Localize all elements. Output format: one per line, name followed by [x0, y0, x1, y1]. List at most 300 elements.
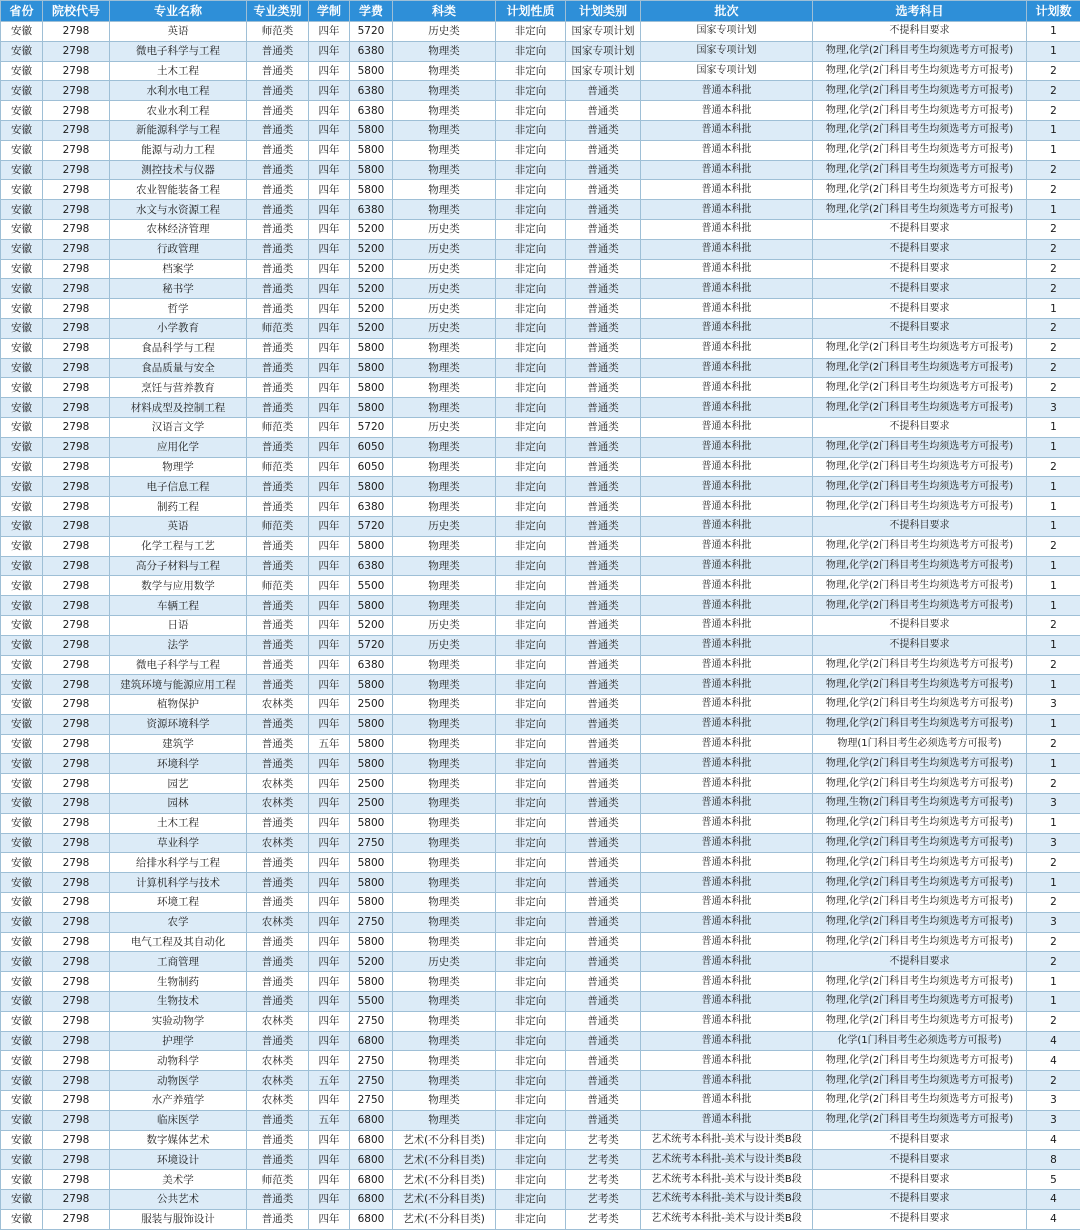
cell-tuition: 5200: [350, 279, 393, 299]
cell-plan-nature: 非定向: [496, 853, 566, 873]
cell-province: 安徽: [1, 992, 43, 1012]
cell-duration: 四年: [309, 675, 350, 695]
cell-major-name: 电子信息工程: [110, 477, 247, 497]
cell-subject-category: 艺术(不分科目类): [393, 1209, 496, 1229]
cell-tuition: 6800: [350, 1031, 393, 1051]
cell-plan-type: 普通类: [566, 219, 641, 239]
cell-tuition: 2500: [350, 695, 393, 715]
cell-subject-category: 物理类: [393, 1011, 496, 1031]
cell-batch: 艺术统考本科批-美术与设计类B段: [641, 1170, 813, 1190]
cell-plan-count: 1: [1027, 477, 1080, 497]
cell-duration: 四年: [309, 596, 350, 616]
cell-plan-nature: 非定向: [496, 695, 566, 715]
cell-plan-type: 艺考类: [566, 1170, 641, 1190]
table-row: [1, 180, 1080, 200]
cell-province: 安徽: [1, 536, 43, 556]
table-row: [1, 1110, 1080, 1130]
cell-school-code: 2798: [43, 61, 110, 81]
cell-major-name: 档案学: [110, 259, 247, 279]
cell-major-category: 普通类: [247, 358, 309, 378]
column-header-subject-category: 科类: [393, 1, 496, 22]
cell-subject-category: 历史类: [393, 219, 496, 239]
cell-plan-type: 普通类: [566, 932, 641, 952]
cell-plan-type: 普通类: [566, 893, 641, 913]
cell-tuition: 6380: [350, 101, 393, 121]
cell-plan-type: 国家专项计划: [566, 61, 641, 81]
cell-plan-type: 普通类: [566, 1051, 641, 1071]
cell-plan-type: 普通类: [566, 873, 641, 893]
cell-plan-count: 3: [1027, 912, 1080, 932]
cell-tuition: 5800: [350, 714, 393, 734]
cell-plan-count: 3: [1027, 1110, 1080, 1130]
cell-major-category: 师范类: [247, 516, 309, 536]
cell-subject-category: 物理类: [393, 912, 496, 932]
cell-required-subjects: 不提科目要求: [813, 635, 1027, 655]
table-row: [1, 853, 1080, 873]
table-row: [1, 239, 1080, 259]
cell-batch: 普通本科批: [641, 1091, 813, 1111]
cell-major-category: 普通类: [247, 1130, 309, 1150]
cell-major-name: 数学与应用数学: [110, 576, 247, 596]
cell-subject-category: 物理类: [393, 536, 496, 556]
cell-major-name: 环境工程: [110, 893, 247, 913]
cell-subject-category: 历史类: [393, 635, 496, 655]
cell-plan-count: 1: [1027, 437, 1080, 457]
cell-batch: 普通本科批: [641, 635, 813, 655]
cell-batch: 普通本科批: [641, 992, 813, 1012]
cell-major-category: 普通类: [247, 853, 309, 873]
cell-subject-category: 物理类: [393, 932, 496, 952]
cell-tuition: 5800: [350, 932, 393, 952]
cell-subject-category: 物理类: [393, 992, 496, 1012]
cell-major-category: 普通类: [247, 536, 309, 556]
cell-subject-category: 物理类: [393, 873, 496, 893]
cell-province: 安徽: [1, 912, 43, 932]
table-row: [1, 259, 1080, 279]
cell-major-name: 高分子材料与工程: [110, 556, 247, 576]
table-row: [1, 477, 1080, 497]
cell-school-code: 2798: [43, 833, 110, 853]
cell-batch: 普通本科批: [641, 477, 813, 497]
cell-batch: 普通本科批: [641, 1031, 813, 1051]
cell-subject-category: 物理类: [393, 200, 496, 220]
cell-subject-category: 物理类: [393, 675, 496, 695]
cell-tuition: 5720: [350, 516, 393, 536]
cell-province: 安徽: [1, 734, 43, 754]
cell-required-subjects: 物理,化学(2门科目考生均须选考方可报考): [813, 1091, 1027, 1111]
table-row: [1, 774, 1080, 794]
cell-school-code: 2798: [43, 338, 110, 358]
cell-duration: 五年: [309, 1110, 350, 1130]
cell-plan-type: 普通类: [566, 794, 641, 814]
cell-plan-type: 艺考类: [566, 1190, 641, 1210]
cell-major-name: 水产养殖学: [110, 1091, 247, 1111]
cell-subject-category: 物理类: [393, 120, 496, 140]
cell-subject-category: 历史类: [393, 318, 496, 338]
cell-major-name: 微电子科学与工程: [110, 41, 247, 61]
cell-batch: 普通本科批: [641, 932, 813, 952]
cell-plan-type: 艺考类: [566, 1150, 641, 1170]
cell-plan-type: 国家专项计划: [566, 22, 641, 42]
cell-plan-count: 3: [1027, 833, 1080, 853]
cell-major-category: 普通类: [247, 437, 309, 457]
cell-province: 安徽: [1, 81, 43, 101]
cell-plan-count: 1: [1027, 120, 1080, 140]
cell-major-name: 服装与服饰设计: [110, 1209, 247, 1229]
cell-required-subjects: 物理,化学(2门科目考生均须选考方可报考): [813, 61, 1027, 81]
cell-major-name: 环境科学: [110, 754, 247, 774]
cell-school-code: 2798: [43, 655, 110, 675]
cell-major-category: 师范类: [247, 22, 309, 42]
cell-plan-count: 2: [1027, 893, 1080, 913]
cell-batch: 普通本科批: [641, 239, 813, 259]
cell-major-name: 生物技术: [110, 992, 247, 1012]
cell-subject-category: 历史类: [393, 259, 496, 279]
cell-major-category: 师范类: [247, 417, 309, 437]
table-row: [1, 1011, 1080, 1031]
cell-subject-category: 物理类: [393, 160, 496, 180]
cell-batch: 普通本科批: [641, 398, 813, 418]
cell-major-category: 普通类: [247, 180, 309, 200]
cell-major-category: 普通类: [247, 992, 309, 1012]
cell-required-subjects: 物理,化学(2门科目考生均须选考方可报考): [813, 556, 1027, 576]
cell-plan-count: 2: [1027, 338, 1080, 358]
cell-major-category: 普通类: [247, 239, 309, 259]
cell-batch: 普通本科批: [641, 437, 813, 457]
cell-tuition: 5200: [350, 239, 393, 259]
table-row: [1, 358, 1080, 378]
cell-subject-category: 物理类: [393, 358, 496, 378]
table-row: [1, 952, 1080, 972]
cell-province: 安徽: [1, 1130, 43, 1150]
cell-province: 安徽: [1, 1110, 43, 1130]
cell-tuition: 5200: [350, 299, 393, 319]
table-row: [1, 1071, 1080, 1091]
cell-required-subjects: 物理(1门科目考生必须选考方可报考): [813, 734, 1027, 754]
cell-tuition: 6800: [350, 1130, 393, 1150]
cell-province: 安徽: [1, 853, 43, 873]
cell-plan-nature: 非定向: [496, 714, 566, 734]
cell-plan-count: 1: [1027, 200, 1080, 220]
cell-subject-category: 物理类: [393, 556, 496, 576]
table-row: [1, 912, 1080, 932]
cell-tuition: 2750: [350, 1071, 393, 1091]
table-row: [1, 615, 1080, 635]
cell-batch: 普通本科批: [641, 873, 813, 893]
cell-plan-nature: 非定向: [496, 219, 566, 239]
cell-plan-type: 普通类: [566, 378, 641, 398]
cell-plan-type: 普通类: [566, 853, 641, 873]
column-header-school-code: 院校代号: [43, 1, 110, 22]
cell-province: 安徽: [1, 695, 43, 715]
cell-plan-nature: 非定向: [496, 635, 566, 655]
cell-major-category: 普通类: [247, 140, 309, 160]
cell-plan-count: 2: [1027, 378, 1080, 398]
cell-plan-count: 1: [1027, 556, 1080, 576]
cell-major-category: 普通类: [247, 556, 309, 576]
cell-province: 安徽: [1, 714, 43, 734]
cell-province: 安徽: [1, 22, 43, 42]
cell-plan-type: 普通类: [566, 556, 641, 576]
cell-duration: 四年: [309, 516, 350, 536]
cell-province: 安徽: [1, 1011, 43, 1031]
cell-tuition: 6800: [350, 1170, 393, 1190]
cell-school-code: 2798: [43, 675, 110, 695]
cell-duration: 四年: [309, 1011, 350, 1031]
cell-required-subjects: 物理,生物(2门科目考生均须选考方可报考): [813, 794, 1027, 814]
table-row: [1, 279, 1080, 299]
cell-school-code: 2798: [43, 457, 110, 477]
cell-plan-count: 4: [1027, 1190, 1080, 1210]
cell-duration: 四年: [309, 853, 350, 873]
cell-required-subjects: 物理,化学(2门科目考生均须选考方可报考): [813, 358, 1027, 378]
cell-plan-type: 普通类: [566, 952, 641, 972]
cell-province: 安徽: [1, 477, 43, 497]
cell-province: 安徽: [1, 140, 43, 160]
cell-school-code: 2798: [43, 813, 110, 833]
cell-batch: 艺术统考本科批-美术与设计类B段: [641, 1190, 813, 1210]
cell-school-code: 2798: [43, 576, 110, 596]
cell-province: 安徽: [1, 833, 43, 853]
cell-plan-type: 普通类: [566, 160, 641, 180]
cell-tuition: 5800: [350, 873, 393, 893]
cell-subject-category: 物理类: [393, 833, 496, 853]
cell-duration: 四年: [309, 695, 350, 715]
cell-batch: 普通本科批: [641, 833, 813, 853]
cell-duration: 四年: [309, 615, 350, 635]
cell-province: 安徽: [1, 893, 43, 913]
cell-major-category: 普通类: [247, 615, 309, 635]
cell-plan-count: 2: [1027, 536, 1080, 556]
cell-plan-nature: 非定向: [496, 358, 566, 378]
cell-required-subjects: 不提科目要求: [813, 1190, 1027, 1210]
table-row: [1, 1190, 1080, 1210]
cell-school-code: 2798: [43, 1130, 110, 1150]
cell-major-category: 农林类: [247, 1071, 309, 1091]
cell-plan-nature: 非定向: [496, 299, 566, 319]
cell-tuition: 2750: [350, 833, 393, 853]
cell-plan-type: 国家专项计划: [566, 41, 641, 61]
cell-school-code: 2798: [43, 140, 110, 160]
cell-tuition: 5800: [350, 398, 393, 418]
table-row: [1, 120, 1080, 140]
cell-plan-nature: 非定向: [496, 893, 566, 913]
cell-required-subjects: 物理,化学(2门科目考生均须选考方可报考): [813, 1110, 1027, 1130]
cell-plan-nature: 非定向: [496, 259, 566, 279]
cell-major-category: 普通类: [247, 279, 309, 299]
cell-duration: 四年: [309, 556, 350, 576]
cell-major-name: 计算机科学与技术: [110, 873, 247, 893]
cell-duration: 四年: [309, 912, 350, 932]
cell-major-category: 农林类: [247, 794, 309, 814]
cell-province: 安徽: [1, 1071, 43, 1091]
cell-tuition: 5200: [350, 615, 393, 635]
cell-required-subjects: 不提科目要求: [813, 1150, 1027, 1170]
cell-major-name: 植物保护: [110, 695, 247, 715]
cell-subject-category: 物理类: [393, 893, 496, 913]
cell-batch: 普通本科批: [641, 259, 813, 279]
cell-required-subjects: 不提科目要求: [813, 279, 1027, 299]
cell-duration: 四年: [309, 873, 350, 893]
cell-batch: 普通本科批: [641, 774, 813, 794]
cell-major-name: 新能源科学与工程: [110, 120, 247, 140]
cell-major-category: 普通类: [247, 219, 309, 239]
table-row: [1, 1209, 1080, 1229]
cell-province: 安徽: [1, 1091, 43, 1111]
cell-province: 安徽: [1, 378, 43, 398]
cell-required-subjects: 不提科目要求: [813, 615, 1027, 635]
table-row: [1, 893, 1080, 913]
cell-plan-nature: 非定向: [496, 120, 566, 140]
cell-tuition: 2750: [350, 1091, 393, 1111]
cell-plan-count: 2: [1027, 853, 1080, 873]
cell-major-category: 普通类: [247, 101, 309, 121]
column-header-major-name: 专业名称: [110, 1, 247, 22]
cell-duration: 四年: [309, 219, 350, 239]
cell-major-name: 食品质量与安全: [110, 358, 247, 378]
cell-major-category: 普通类: [247, 338, 309, 358]
cell-plan-nature: 非定向: [496, 180, 566, 200]
cell-major-name: 临床医学: [110, 1110, 247, 1130]
cell-school-code: 2798: [43, 219, 110, 239]
table-row: [1, 417, 1080, 437]
cell-duration: 四年: [309, 833, 350, 853]
cell-school-code: 2798: [43, 1051, 110, 1071]
column-header-required-subjects: 选考科目: [813, 1, 1027, 22]
cell-major-category: 普通类: [247, 714, 309, 734]
cell-plan-nature: 非定向: [496, 734, 566, 754]
cell-duration: 四年: [309, 200, 350, 220]
cell-school-code: 2798: [43, 120, 110, 140]
cell-plan-nature: 非定向: [496, 655, 566, 675]
table-row: [1, 299, 1080, 319]
cell-plan-count: 2: [1027, 457, 1080, 477]
cell-plan-nature: 非定向: [496, 477, 566, 497]
cell-required-subjects: 不提科目要求: [813, 318, 1027, 338]
cell-school-code: 2798: [43, 1209, 110, 1229]
cell-subject-category: 历史类: [393, 22, 496, 42]
cell-tuition: 5800: [350, 477, 393, 497]
cell-required-subjects: 物理,化学(2门科目考生均须选考方可报考): [813, 714, 1027, 734]
cell-school-code: 2798: [43, 1170, 110, 1190]
cell-required-subjects: 物理,化学(2门科目考生均须选考方可报考): [813, 576, 1027, 596]
cell-school-code: 2798: [43, 101, 110, 121]
cell-duration: 四年: [309, 992, 350, 1012]
cell-batch: 国家专项计划: [641, 61, 813, 81]
cell-duration: 四年: [309, 714, 350, 734]
cell-province: 安徽: [1, 516, 43, 536]
cell-duration: 四年: [309, 655, 350, 675]
cell-major-name: 工商管理: [110, 952, 247, 972]
cell-duration: 四年: [309, 1130, 350, 1150]
cell-province: 安徽: [1, 398, 43, 418]
cell-batch: 普通本科批: [641, 972, 813, 992]
cell-batch: 国家专项计划: [641, 41, 813, 61]
table-row: [1, 101, 1080, 121]
cell-required-subjects: 物理,化学(2门科目考生均须选考方可报考): [813, 912, 1027, 932]
cell-subject-category: 物理类: [393, 1071, 496, 1091]
table-row: [1, 972, 1080, 992]
cell-major-name: 哲学: [110, 299, 247, 319]
cell-tuition: 5800: [350, 675, 393, 695]
cell-tuition: 6380: [350, 655, 393, 675]
cell-required-subjects: 物理,化学(2门科目考生均须选考方可报考): [813, 120, 1027, 140]
table-row: [1, 219, 1080, 239]
cell-major-name: 小学教育: [110, 318, 247, 338]
cell-major-category: 普通类: [247, 378, 309, 398]
cell-duration: 四年: [309, 794, 350, 814]
cell-school-code: 2798: [43, 358, 110, 378]
cell-plan-type: 普通类: [566, 457, 641, 477]
cell-major-name: 环境设计: [110, 1150, 247, 1170]
cell-subject-category: 艺术(不分科目类): [393, 1130, 496, 1150]
cell-required-subjects: 不提科目要求: [813, 219, 1027, 239]
cell-major-name: 公共艺术: [110, 1190, 247, 1210]
cell-plan-type: 普通类: [566, 259, 641, 279]
cell-school-code: 2798: [43, 952, 110, 972]
cell-plan-type: 艺考类: [566, 1130, 641, 1150]
cell-school-code: 2798: [43, 972, 110, 992]
cell-tuition: 6380: [350, 497, 393, 517]
cell-duration: 四年: [309, 457, 350, 477]
cell-plan-nature: 非定向: [496, 556, 566, 576]
cell-tuition: 5200: [350, 952, 393, 972]
cell-required-subjects: 物理,化学(2门科目考生均须选考方可报考): [813, 675, 1027, 695]
table-row: [1, 794, 1080, 814]
cell-tuition: 5800: [350, 893, 393, 913]
cell-plan-nature: 非定向: [496, 1091, 566, 1111]
cell-major-name: 食品科学与工程: [110, 338, 247, 358]
cell-plan-count: 1: [1027, 299, 1080, 319]
cell-plan-count: 2: [1027, 259, 1080, 279]
cell-province: 安徽: [1, 259, 43, 279]
cell-plan-nature: 非定向: [496, 279, 566, 299]
cell-subject-category: 历史类: [393, 615, 496, 635]
cell-major-name: 园艺: [110, 774, 247, 794]
cell-plan-count: 1: [1027, 714, 1080, 734]
table-row: [1, 398, 1080, 418]
cell-plan-nature: 非定向: [496, 1011, 566, 1031]
cell-plan-nature: 非定向: [496, 912, 566, 932]
cell-batch: 普通本科批: [641, 299, 813, 319]
cell-plan-type: 普通类: [566, 655, 641, 675]
cell-batch: 艺术统考本科批-美术与设计类B段: [641, 1150, 813, 1170]
cell-plan-nature: 非定向: [496, 239, 566, 259]
cell-plan-type: 普通类: [566, 398, 641, 418]
cell-plan-type: 普通类: [566, 1110, 641, 1130]
cell-subject-category: 物理类: [393, 695, 496, 715]
cell-batch: 普通本科批: [641, 655, 813, 675]
cell-major-category: 农林类: [247, 695, 309, 715]
cell-major-category: 普通类: [247, 635, 309, 655]
cell-plan-count: 1: [1027, 140, 1080, 160]
cell-major-name: 材料成型及控制工程: [110, 398, 247, 418]
cell-school-code: 2798: [43, 22, 110, 42]
cell-required-subjects: 物理,化学(2门科目考生均须选考方可报考): [813, 180, 1027, 200]
cell-tuition: 5200: [350, 318, 393, 338]
cell-subject-category: 物理类: [393, 497, 496, 517]
cell-plan-count: 1: [1027, 417, 1080, 437]
cell-plan-type: 普通类: [566, 358, 641, 378]
cell-plan-nature: 非定向: [496, 813, 566, 833]
cell-batch: 普通本科批: [641, 576, 813, 596]
cell-subject-category: 物理类: [393, 1091, 496, 1111]
cell-tuition: 6800: [350, 1209, 393, 1229]
cell-duration: 四年: [309, 813, 350, 833]
cell-plan-type: 普通类: [566, 101, 641, 121]
cell-plan-type: 普通类: [566, 774, 641, 794]
cell-major-name: 农业智能装备工程: [110, 180, 247, 200]
